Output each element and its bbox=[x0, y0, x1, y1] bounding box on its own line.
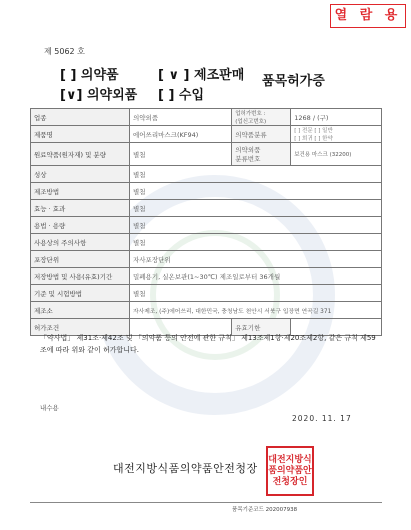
table-row bbox=[31, 183, 382, 200]
checkbox-quasi-drug: [∨] 의약외품 bbox=[60, 88, 138, 103]
dosage-value: 별첨 bbox=[130, 217, 382, 234]
table-row bbox=[31, 200, 382, 217]
business-value: 의약외품 bbox=[130, 109, 232, 126]
caution-label: 사용상의 주의사항 bbox=[31, 234, 130, 251]
drug-class-label: 의약품분류 bbox=[232, 126, 291, 143]
table-row bbox=[31, 268, 382, 285]
shape-label: 성상 bbox=[31, 166, 130, 183]
product-name-label: 제품명 bbox=[31, 126, 130, 143]
business-label: 업종 bbox=[31, 109, 130, 126]
official-seal: 대전지방식품의약품안전청장인 bbox=[266, 446, 314, 496]
manufacturing-method-value: 별첨 bbox=[130, 183, 382, 200]
checkbox-import: [ ] 수입 bbox=[158, 88, 205, 103]
storage-value: 밀폐용기, 실온보관(1~30℃) 제조일로부터 36개월 bbox=[130, 268, 382, 285]
table-row bbox=[31, 109, 382, 126]
caution-value: 별첨 bbox=[130, 234, 382, 251]
factory-value: 자사제조, (주)에어쓰리, 대한민국, 충청남도 천안시 서북구 입장면 연곡길 371 bbox=[130, 302, 382, 319]
drug-class-options: [ ] 전문 [ ] 일반 [ ] 희귀 [ ] 한약 bbox=[291, 126, 382, 143]
table-row bbox=[31, 143, 382, 166]
ingredient-value: 별첨 bbox=[130, 143, 232, 166]
document-title: 품목허가증 bbox=[262, 74, 325, 89]
efficacy-label: 효능 · 효과 bbox=[31, 200, 130, 217]
package-label: 포장단위 bbox=[31, 251, 130, 268]
footer-divider bbox=[30, 502, 382, 503]
checkbox-pharmaceutical: [ ] 의약품 bbox=[60, 68, 119, 83]
table-row bbox=[31, 285, 382, 302]
product-license-table bbox=[30, 108, 382, 336]
product-name-value: 에어쓰리마스크(KF94) bbox=[130, 126, 232, 143]
quasi-drug-class-value: 보건용 마스크 (32200) bbox=[291, 143, 382, 166]
efficacy-value: 별첨 bbox=[130, 200, 382, 217]
checkbox-manufacture-sale: [ ∨ ] 제조판매 bbox=[158, 68, 245, 83]
domestic-use-note: 내수용 bbox=[40, 404, 59, 412]
viewing-copy-stamp: 열 람 용 bbox=[330, 4, 406, 28]
table-row bbox=[31, 166, 382, 183]
manufacturing-method-label: 제조방법 bbox=[31, 183, 130, 200]
table-row bbox=[31, 217, 382, 234]
table-row bbox=[31, 302, 382, 319]
storage-label: 저장방법 및 사용(유효)기간 bbox=[31, 268, 130, 285]
legal-basis-text: 「약사법」 제31조·제42조 및 「의약품 등의 안전에 관한 규칙」 제13조제1항·제20조제2항, 같은 규칙 제59조에 따라 위와 같이 허가합니다. bbox=[40, 334, 376, 354]
document-number: 제 5062 호 bbox=[44, 47, 85, 56]
license-value: 1268 / (구) bbox=[291, 109, 382, 126]
validity-label: 유효기한 bbox=[232, 319, 291, 336]
product-code: 품목기준코드 202007938 bbox=[232, 507, 298, 513]
dosage-label: 용법 · 용량 bbox=[31, 217, 130, 234]
table-row bbox=[31, 126, 382, 143]
issuer-name: 대전지방식품의약품안전청장 bbox=[113, 462, 258, 475]
quasi-drug-class-label: 의약외품 분류번호 bbox=[232, 143, 291, 166]
standard-value: 별첨 bbox=[130, 285, 382, 302]
shape-value: 별첨 bbox=[130, 166, 382, 183]
condition-label: 허가조건 bbox=[31, 319, 130, 336]
factory-label: 제조소 bbox=[31, 302, 130, 319]
ingredient-label: 원료약품(원자재) 및 분량 bbox=[31, 143, 130, 166]
standard-label: 기준 및 시험방법 bbox=[31, 285, 130, 302]
issue-date: 2020. 11. 17 bbox=[292, 414, 352, 423]
table-row bbox=[31, 251, 382, 268]
package-value: 자사포장단위 bbox=[130, 251, 382, 268]
table-row bbox=[31, 234, 382, 251]
license-label: 업허가번호 : (업신고번호) bbox=[232, 109, 291, 126]
